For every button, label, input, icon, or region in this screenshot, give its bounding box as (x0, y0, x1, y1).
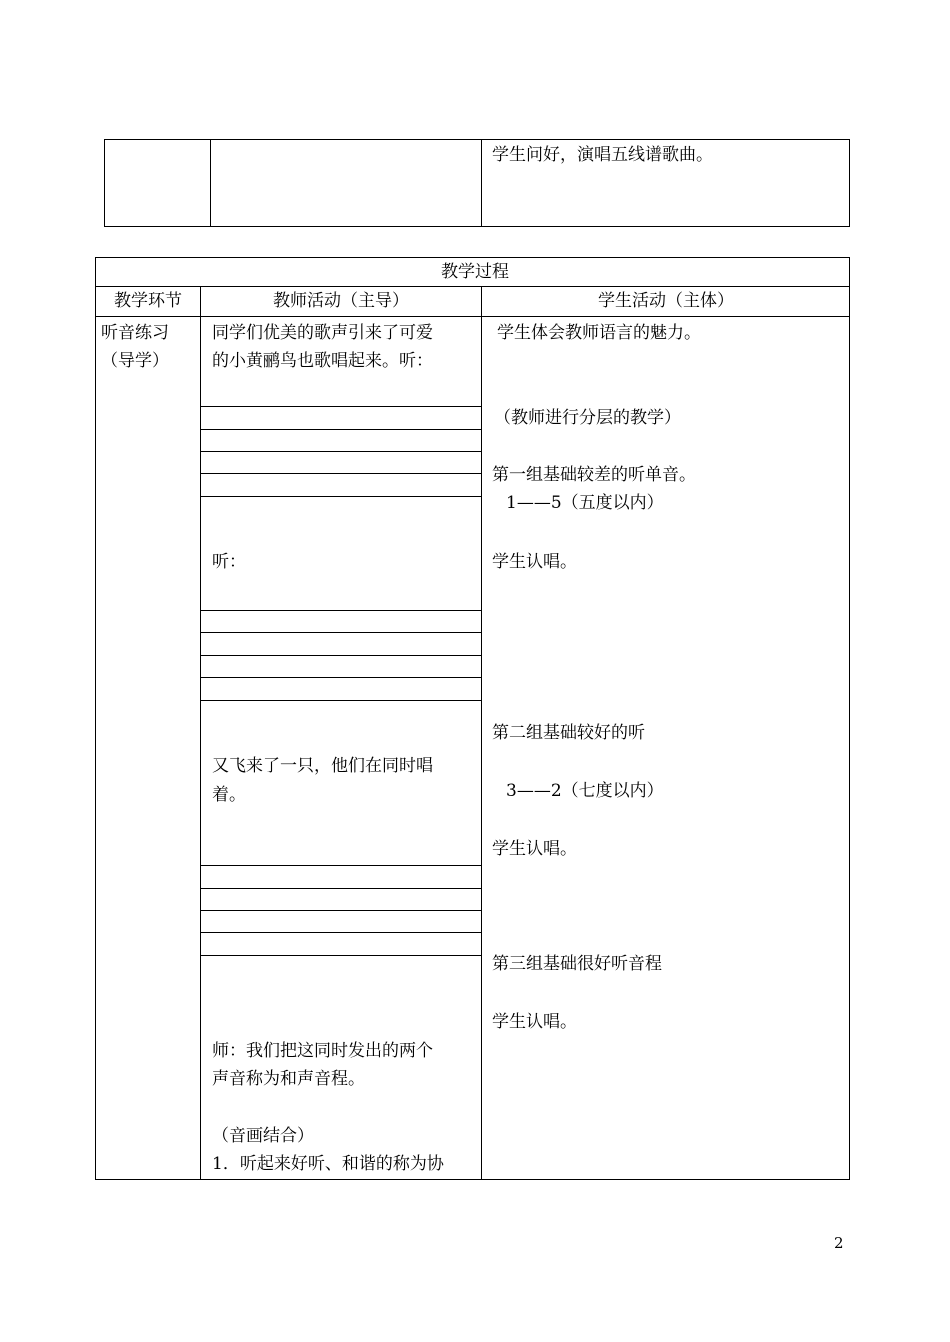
staff-line (201, 473, 481, 474)
student-text-6: 第二组基础较好的听 (492, 723, 645, 743)
student-text-5: 学生认唱。 (492, 552, 577, 572)
header-teacher: 教师活动（主导） (273, 291, 409, 311)
staff-line (201, 632, 481, 633)
top-table-divider-2 (481, 139, 482, 227)
teacher-text-1a: 同学们优美的歌声引来了可爱 (212, 323, 433, 343)
staff-line (201, 865, 481, 866)
header-row-border (95, 316, 850, 317)
teacher-text-4b: 声音称为和声音程。 (212, 1069, 365, 1089)
teacher-text-6: 1．听起来好听、和谐的称为协 (212, 1154, 444, 1174)
teacher-text-3b: 着。 (212, 785, 246, 805)
top-table-student-cell: 学生问好，演唱五线谱歌曲。 (492, 145, 713, 165)
student-text-1: 学生体会教师语言的魅力。 (497, 323, 701, 343)
process-table (95, 257, 850, 1180)
student-text-2: （教师进行分层的教学） (494, 408, 681, 428)
student-text-10: 学生认唱。 (492, 1012, 577, 1032)
teacher-text-3a: 又飞来了一只，他们在同时唱 (212, 756, 433, 776)
teacher-text-4a: 师：我们把这同时发出的两个 (212, 1041, 433, 1061)
student-text-3: 第一组基础较差的听单音。 (492, 465, 696, 485)
staff-line (201, 406, 481, 407)
page-number: 2 (834, 1234, 844, 1252)
top-table-divider-1 (210, 139, 211, 227)
staff-line (201, 888, 481, 889)
staff-line (201, 429, 481, 430)
staff-line (201, 610, 481, 611)
header-student: 学生活动（主体） (598, 291, 734, 311)
top-table (104, 139, 850, 227)
staff-line (201, 955, 481, 956)
staff-line (201, 496, 481, 497)
column-divider-2 (481, 286, 482, 1180)
staff-line (201, 655, 481, 656)
staff-line (201, 677, 481, 678)
student-text-8: 学生认唱。 (492, 839, 577, 859)
teacher-text-1b: 的小黄鹂鸟也歌唱起来。听： (212, 351, 433, 371)
staff-line (201, 451, 481, 452)
teacher-text-5: （音画结合） (212, 1126, 314, 1146)
staff-line (201, 910, 481, 911)
student-text-9: 第三组基础很好听音程 (492, 954, 662, 974)
staff-line (201, 932, 481, 933)
column-divider-1 (200, 286, 201, 1180)
stage-subtitle: （导学） (101, 351, 169, 371)
student-text-4: 1——5（五度以内） (506, 493, 664, 513)
stage-name: 听音练习 (101, 323, 169, 343)
student-text-7: 3——2（七度以内） (506, 781, 664, 801)
staff-line (201, 700, 481, 701)
process-table-title: 教学过程 (441, 262, 509, 282)
teacher-text-2: 听： (212, 552, 246, 572)
header-stage: 教学环节 (114, 291, 182, 311)
